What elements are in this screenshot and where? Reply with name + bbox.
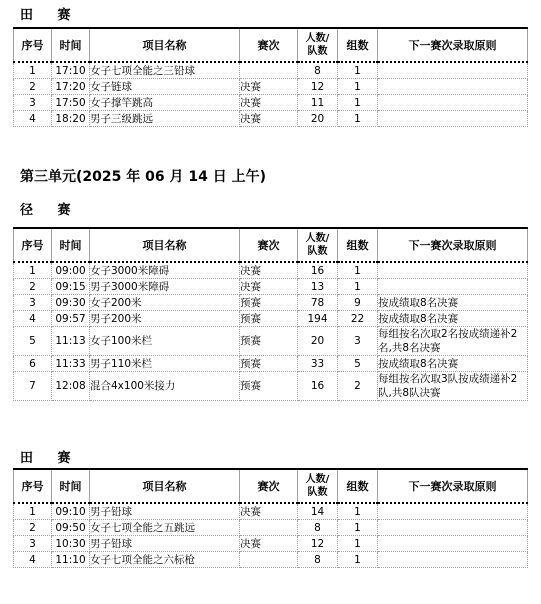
cell-time: 09:10 [52,503,90,520]
cell-count: 13 [298,279,338,295]
table-row [14,295,528,311]
cell-round: 决赛 [240,79,298,95]
cell-round: 决赛 [240,111,298,127]
cell-event: 男子铅球 [90,536,240,552]
cell-count: 20 [298,111,338,127]
cell-time: 18:20 [52,111,90,127]
header-groups: 组数 [338,469,378,503]
cell-groups: 1 [338,262,378,279]
cell-event: 女子七项全能之三铅球 [90,62,240,79]
cell-round: 决赛 [240,279,298,295]
cell-no: 4 [14,111,52,127]
cell-round: 预赛 [240,311,298,327]
cell-event: 女子100米栏 [90,327,240,356]
cell-count: 20 [298,327,338,356]
cell-count: 12 [298,79,338,95]
cell-round: 预赛 [240,295,298,311]
table-row [14,520,528,536]
cell-round: 预赛 [240,327,298,356]
cell-round: 决赛 [240,536,298,552]
table-row [14,95,528,111]
header-round: 赛次 [240,28,298,62]
cell-time: 09:50 [52,520,90,536]
table-row [14,503,528,520]
table-row [14,262,528,279]
cell-no: 3 [14,295,52,311]
cell-groups: 22 [338,311,378,327]
cell-rule [378,279,528,295]
cell-no: 5 [14,327,52,356]
header-no: 序号 [14,28,52,62]
cell-rule [378,111,528,127]
cell-count: 33 [298,356,338,372]
cell-time: 11:33 [52,356,90,372]
cell-rule: 按成绩取8名决赛 [378,311,528,327]
cell-no: 6 [14,356,52,372]
cell-groups: 1 [338,79,378,95]
header-count-line1: 人数/ [305,474,330,485]
header-count [298,469,338,503]
header-count-line2: 队数 [307,46,328,57]
cell-event: 男子110米栏 [90,356,240,372]
cell-rule [378,79,528,95]
header-rule: 下一赛次录取原则 [378,469,528,503]
header-no: 序号 [14,228,52,262]
cell-rule [378,62,528,79]
header-round: 赛次 [240,469,298,503]
cell-no: 4 [14,552,52,568]
cell-event: 男子三级跳远 [90,111,240,127]
cell-groups: 1 [338,503,378,520]
cell-event: 女子撑竿跳高 [90,95,240,111]
cell-round [240,520,298,536]
cell-groups: 1 [338,520,378,536]
header-groups: 组数 [338,28,378,62]
cell-groups: 2 [338,372,378,401]
cell-no: 3 [14,95,52,111]
cell-no: 2 [14,279,52,295]
cell-time: 11:10 [52,552,90,568]
cell-time: 17:10 [52,62,90,79]
cell-count: 12 [298,536,338,552]
cell-event: 男子铅球 [90,503,240,520]
cell-round: 决赛 [240,262,298,279]
cell-no: 1 [14,262,52,279]
cell-groups: 1 [338,552,378,568]
schedule-table-field-1 [13,27,528,127]
cell-time: 09:30 [52,295,90,311]
cell-count: 194 [298,311,338,327]
cell-round: 决赛 [240,503,298,520]
table-row [14,327,528,356]
header-count [298,28,338,62]
table-header-row [14,28,528,62]
cell-round: 预赛 [240,356,298,372]
cell-event: 女子3000米障碍 [90,262,240,279]
cell-no: 7 [14,372,52,401]
cell-rule: 每组按名次取3队按成绩递补2队,共8队决赛 [378,372,528,401]
table-row [14,536,528,552]
cell-groups: 1 [338,536,378,552]
cell-rule [378,552,528,568]
table-row [14,111,528,127]
header-groups: 组数 [338,228,378,262]
cell-no: 1 [14,503,52,520]
cell-event: 混合4x100米接力 [90,372,240,401]
header-no: 序号 [14,469,52,503]
header-count-line2: 队数 [307,246,328,257]
header-time: 时间 [52,469,90,503]
cell-rule [378,520,528,536]
section-title-field-1: 田 赛 [20,8,81,23]
header-event: 项目名称 [90,28,240,62]
cell-groups: 1 [338,95,378,111]
cell-time: 11:13 [52,327,90,356]
cell-rule [378,262,528,279]
header-rule: 下一赛次录取原则 [378,228,528,262]
cell-time: 09:57 [52,311,90,327]
cell-rule [378,503,528,520]
table-row [14,279,528,295]
cell-count: 16 [298,262,338,279]
cell-event: 女子七项全能之六标枪 [90,552,240,568]
cell-round [240,552,298,568]
cell-no: 2 [14,520,52,536]
cell-groups: 1 [338,111,378,127]
header-count-line2: 队数 [307,487,328,498]
cell-count: 8 [298,520,338,536]
cell-rule: 按成绩取8名决赛 [378,356,528,372]
cell-no: 3 [14,536,52,552]
header-time: 时间 [52,228,90,262]
cell-event: 女子200米 [90,295,240,311]
cell-event: 女子七项全能之五跳远 [90,520,240,536]
header-rule: 下一赛次录取原则 [378,28,528,62]
cell-round: 预赛 [240,372,298,401]
cell-count: 11 [298,95,338,111]
cell-groups: 9 [338,295,378,311]
section-title-track: 径 赛 [20,203,81,218]
cell-rule [378,95,528,111]
cell-rule [378,536,528,552]
table-row [14,62,528,79]
cell-time: 09:15 [52,279,90,295]
header-time: 时间 [52,28,90,62]
cell-count: 8 [298,62,338,79]
table-header-row [14,228,528,262]
unit-heading: 第三单元(2025 年 06 月 14 日 上午) [20,169,266,185]
cell-groups: 1 [338,279,378,295]
cell-count: 16 [298,372,338,401]
cell-time: 09:00 [52,262,90,279]
cell-time: 12:08 [52,372,90,401]
cell-event: 男子3000米障碍 [90,279,240,295]
cell-groups: 1 [338,62,378,79]
cell-event: 男子200米 [90,311,240,327]
table-row [14,372,528,401]
table-row [14,79,528,95]
table-row [14,356,528,372]
header-count-line1: 人数/ [305,33,330,44]
cell-count: 78 [298,295,338,311]
schedule-table-field-2 [13,468,528,568]
section-title-field-2: 田 赛 [20,451,81,466]
cell-groups: 5 [338,356,378,372]
cell-count: 14 [298,503,338,520]
header-event: 项目名称 [90,469,240,503]
cell-no: 4 [14,311,52,327]
cell-rule: 每组按名次取2名按成绩递补2名,共8名决赛 [378,327,528,356]
cell-round [240,62,298,79]
cell-no: 1 [14,62,52,79]
table-header-row [14,469,528,503]
header-count [298,228,338,262]
header-round: 赛次 [240,228,298,262]
header-count-line1: 人数/ [305,233,330,244]
cell-no: 2 [14,79,52,95]
cell-count: 8 [298,552,338,568]
cell-event: 女子链球 [90,79,240,95]
cell-groups: 3 [338,327,378,356]
schedule-table-track [13,227,528,401]
header-event: 项目名称 [90,228,240,262]
cell-time: 10:30 [52,536,90,552]
cell-time: 17:50 [52,95,90,111]
cell-rule: 按成绩取8名决赛 [378,295,528,311]
table-row [14,311,528,327]
cell-time: 17:20 [52,79,90,95]
table-row [14,552,528,568]
cell-round: 决赛 [240,95,298,111]
